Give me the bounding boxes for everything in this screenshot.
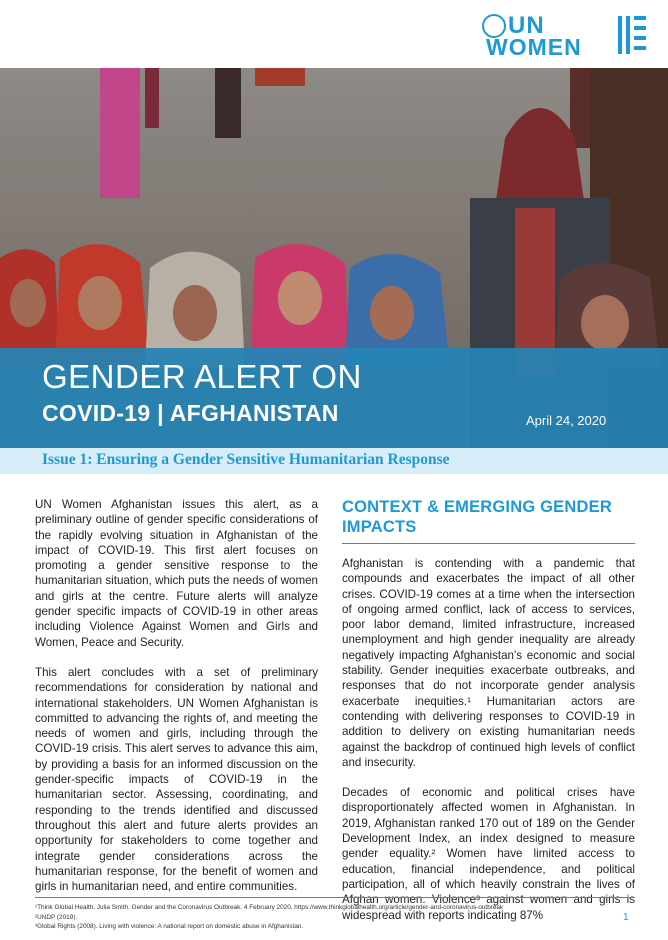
un-women-logo	[486, 12, 648, 60]
footnote-3: ³Global Rights (2008). Living with violence: A national report on domestic abuse in Afghanistan.	[35, 923, 304, 930]
context-paragraph: Afghanistan is contending with a pandemic that compounds and exacerbates the impact of all other crises. COVID-19 comes at a time when the intersection of ongoing armed conflict, lack of access to services, poor labor demand, limited infrastructure, increased unemployment and high gender inequality are already negatively impacting Afghanistan's economic and social stability. Gender inequities exacerbate outbreaks, and responses that do not incorporate gender analysis exacerbate inequities.¹ Humanitarian actors are contending with delivering responses to COVID-19 in addition to delivery on existing humanitarian needs against the backdrop of continued high levels of conflict and insecurity.	[342, 557, 635, 769]
footnote-divider	[35, 897, 635, 898]
footnote-2: ²UNDP (2019).	[35, 913, 78, 921]
publication-date: April 24, 2020	[526, 413, 607, 428]
page-number: 1	[623, 912, 629, 923]
logo-women-text: WOMEN	[486, 34, 582, 60]
footnote-1: ¹Think Global Health. Julia Smith. Gender and the Coronavirus Outbreak. 4 February 2020. https://www.thinkglobalhealth.org/article/gender-and-coronavirus-outbreak	[35, 904, 504, 911]
left-column	[35, 497, 318, 909]
logo-un-text: UN	[508, 12, 545, 39]
intro-paragraph: UN Women Afghanistan issues this alert, as a preliminary outline of gender specific considerations of the rapidly evolving situation in Afghanistan of the impact of COVID-19. This first alert focuses on promoting a gender sensitive response to the humanitarian situation, which puts the needs of women and girls at the centre. Future alerts will analyze gender specific impacts of COVID-19 in other areas including Violence Against Women and Girls and Women, Peace and Security.	[35, 498, 318, 649]
recommendations-paragraph: This alert concludes with a set of preliminary recommendations for consideration by national and international stakeholders. UN Women Afghanistan is committed to advancing the rights of, and meeting the needs of women and girls, including through the COVID-19 crisis. This alert serves to advance this aim, by providing a basis for an informed discussion on the gender-specific impacts of COVID-19 in the humanitarian sector. Assessing, coordinating, and responding to the trends identified and discussed throughout this alert and future alerts provides an opportunity for stakeholders to come together and integrate gender considerations across the humanitarian response, for the benefit of women and girls in humanitarian need, and entire communities.	[35, 665, 318, 894]
right-column	[342, 497, 635, 938]
section-divider	[342, 543, 635, 544]
page-title: GENDER ALERT ON	[42, 358, 362, 395]
crises-paragraph: Decades of economic and political crises have disproportionately affected women in Afghanistan. In 2019, Afghanistan ranked 170 out of 189 on the Gender Development Index, an index designed to measure gender equality.² Women have limited access to education, financial independence, and political participation, all of which heavily constrain the lives of Afghan women. Violence³ against women and girls is widespread with reports indicating 87%	[342, 786, 635, 922]
footnotes	[35, 903, 595, 932]
section-heading: CONTEXT & EMERGING GENDER IMPACTS	[342, 498, 612, 536]
page-subtitle: COVID-19 | AFGHANISTAN	[42, 400, 339, 426]
women-symbol-icon	[618, 14, 648, 56]
issue-title: Issue 1: Ensuring a Gender Sensitive Humanitarian Response	[42, 451, 450, 468]
